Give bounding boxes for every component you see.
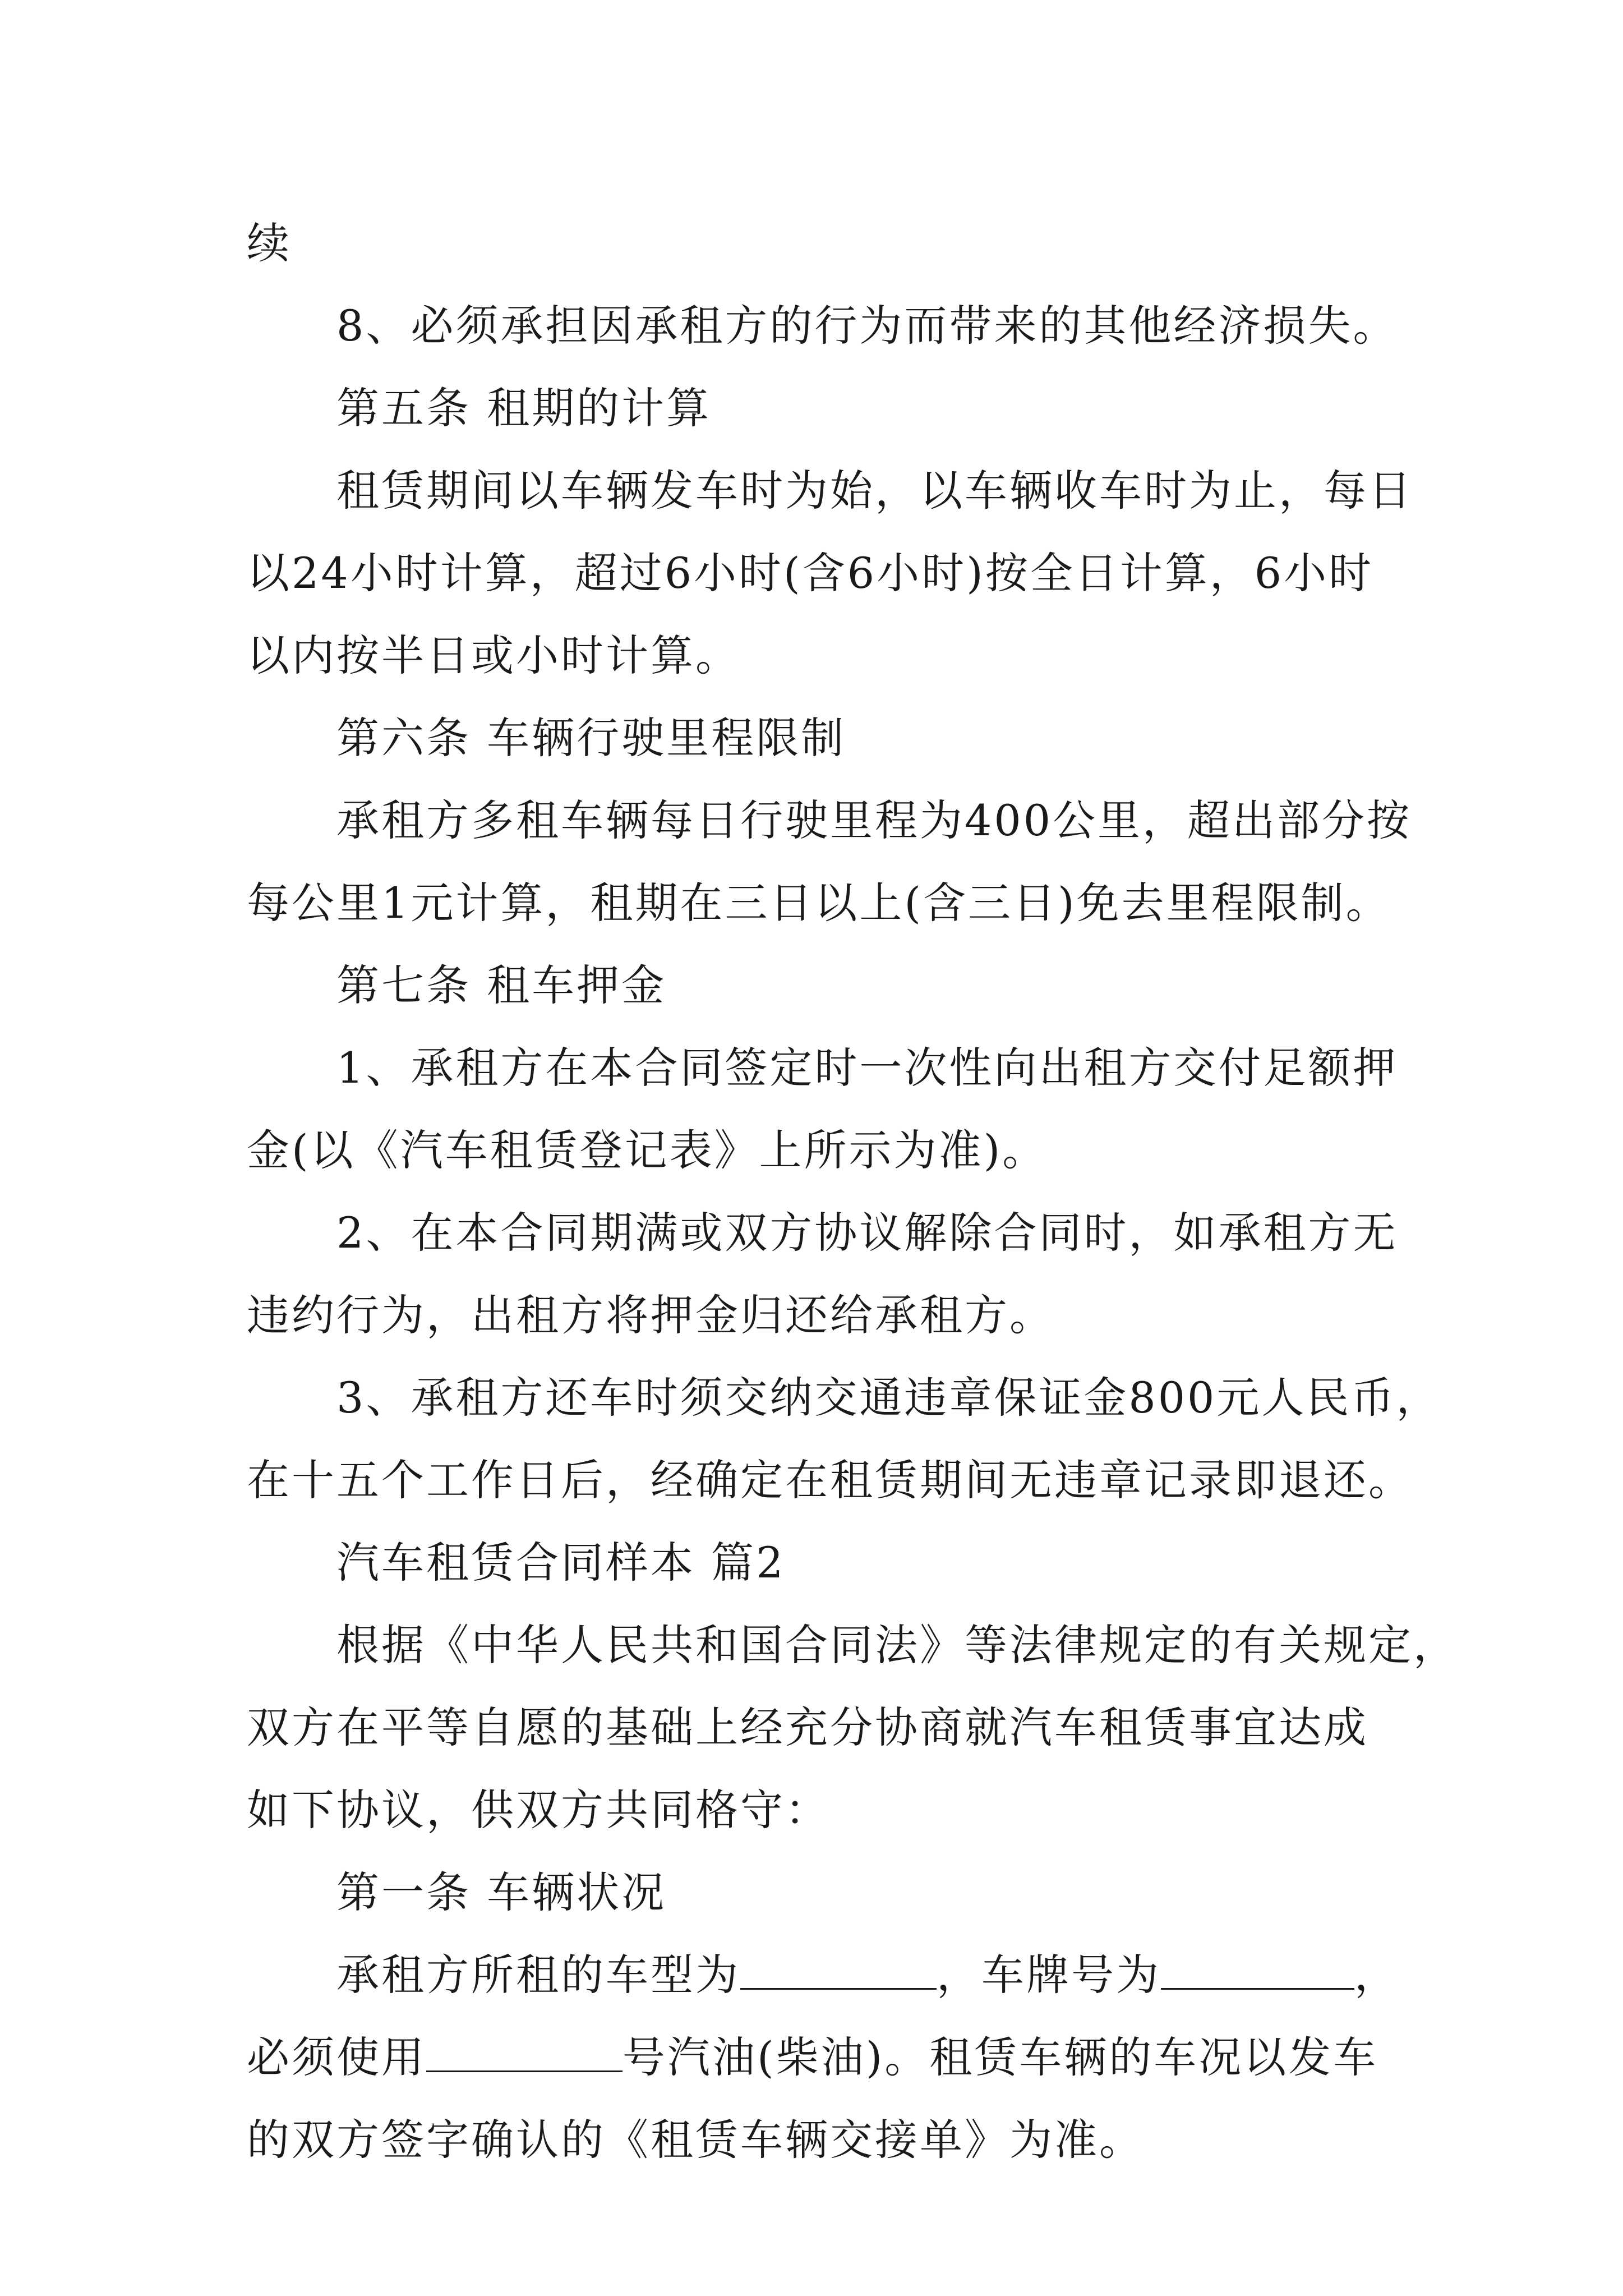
text-line: 2、在本合同期满或双方协议解除合同时，如承租方无 — [336, 1208, 1398, 1258]
text-line: 每公里1元计算，租期在三日以上(含三日)免去里程限制。 — [247, 878, 1391, 928]
text-line: 根据《中华人民共和国合同法》等法律规定的有关规定， — [336, 1620, 1458, 1670]
text-line: 1、承租方在本合同签定时一次性向出租方交付足额押 — [336, 1043, 1398, 1093]
section-heading: 第五条 租期的计算 — [336, 383, 712, 433]
text-line: 金(以《汽车租赁登记表》上所示为准)。 — [247, 1125, 1048, 1175]
text-line: 的双方签字确认的《租赁车辆交接单》为准。 — [247, 2115, 1144, 2165]
fill-in-line-fuel — [247, 2016, 1391, 2099]
vehicle-model-blank — [740, 1950, 937, 1990]
text-line: 如下协议，供双方共同格守： — [247, 1785, 830, 1835]
text-line: 双方在平等自愿的基础上经充分协商就汽车租赁事宜达成 — [247, 1703, 1368, 1752]
text-line: 租赁期间以车辆发车时为始，以车辆收车时为止，每日 — [336, 466, 1413, 516]
contract-text — [247, 202, 1458, 2181]
text-line: 续 — [247, 218, 292, 268]
fill-in-text: 承租方所租的车型为 — [336, 1950, 740, 2000]
fill-in-text: 必须使用 — [247, 2032, 426, 2082]
plate-number-blank — [1161, 1950, 1354, 1990]
contract-title: 汽车租赁合同样本 篇2 — [336, 1538, 786, 1588]
section-heading: 第七条 租车押金 — [336, 960, 667, 1010]
text-line: 承租方多租车辆每日行驶里程为400公里，超出部分按 — [336, 795, 1412, 845]
text-line: 以内按半日或小时计算。 — [247, 631, 740, 680]
fill-in-line-vehicle — [247, 1934, 1399, 2016]
section-heading: 第一条 车辆状况 — [336, 1867, 667, 1917]
text-line: 违约行为，出租方将押金归还给承租方。 — [247, 1290, 1054, 1340]
fill-in-text: ， — [1354, 1950, 1399, 2000]
text-line: 3、承租方还车时须交纳交通违章保证金800元人民币， — [336, 1373, 1441, 1423]
section-heading: 第六条 车辆行驶里程限制 — [336, 713, 846, 763]
fuel-grade-blank — [426, 2032, 623, 2072]
fill-in-text: ，车牌号为 — [937, 1950, 1161, 2000]
text-line: 以24小时计算，超过6小时(含6小时)按全日计算，6小时 — [247, 548, 1374, 598]
text-line: 在十五个工作日后，经确定在租赁期间无违章记录即退还。 — [247, 1455, 1413, 1505]
fill-in-text: 号汽油(柴油)。租赁车辆的车况以发车 — [623, 2032, 1378, 2082]
text-line: 8、必须承担因承租方的行为而带来的其他经济损失。 — [336, 301, 1398, 351]
